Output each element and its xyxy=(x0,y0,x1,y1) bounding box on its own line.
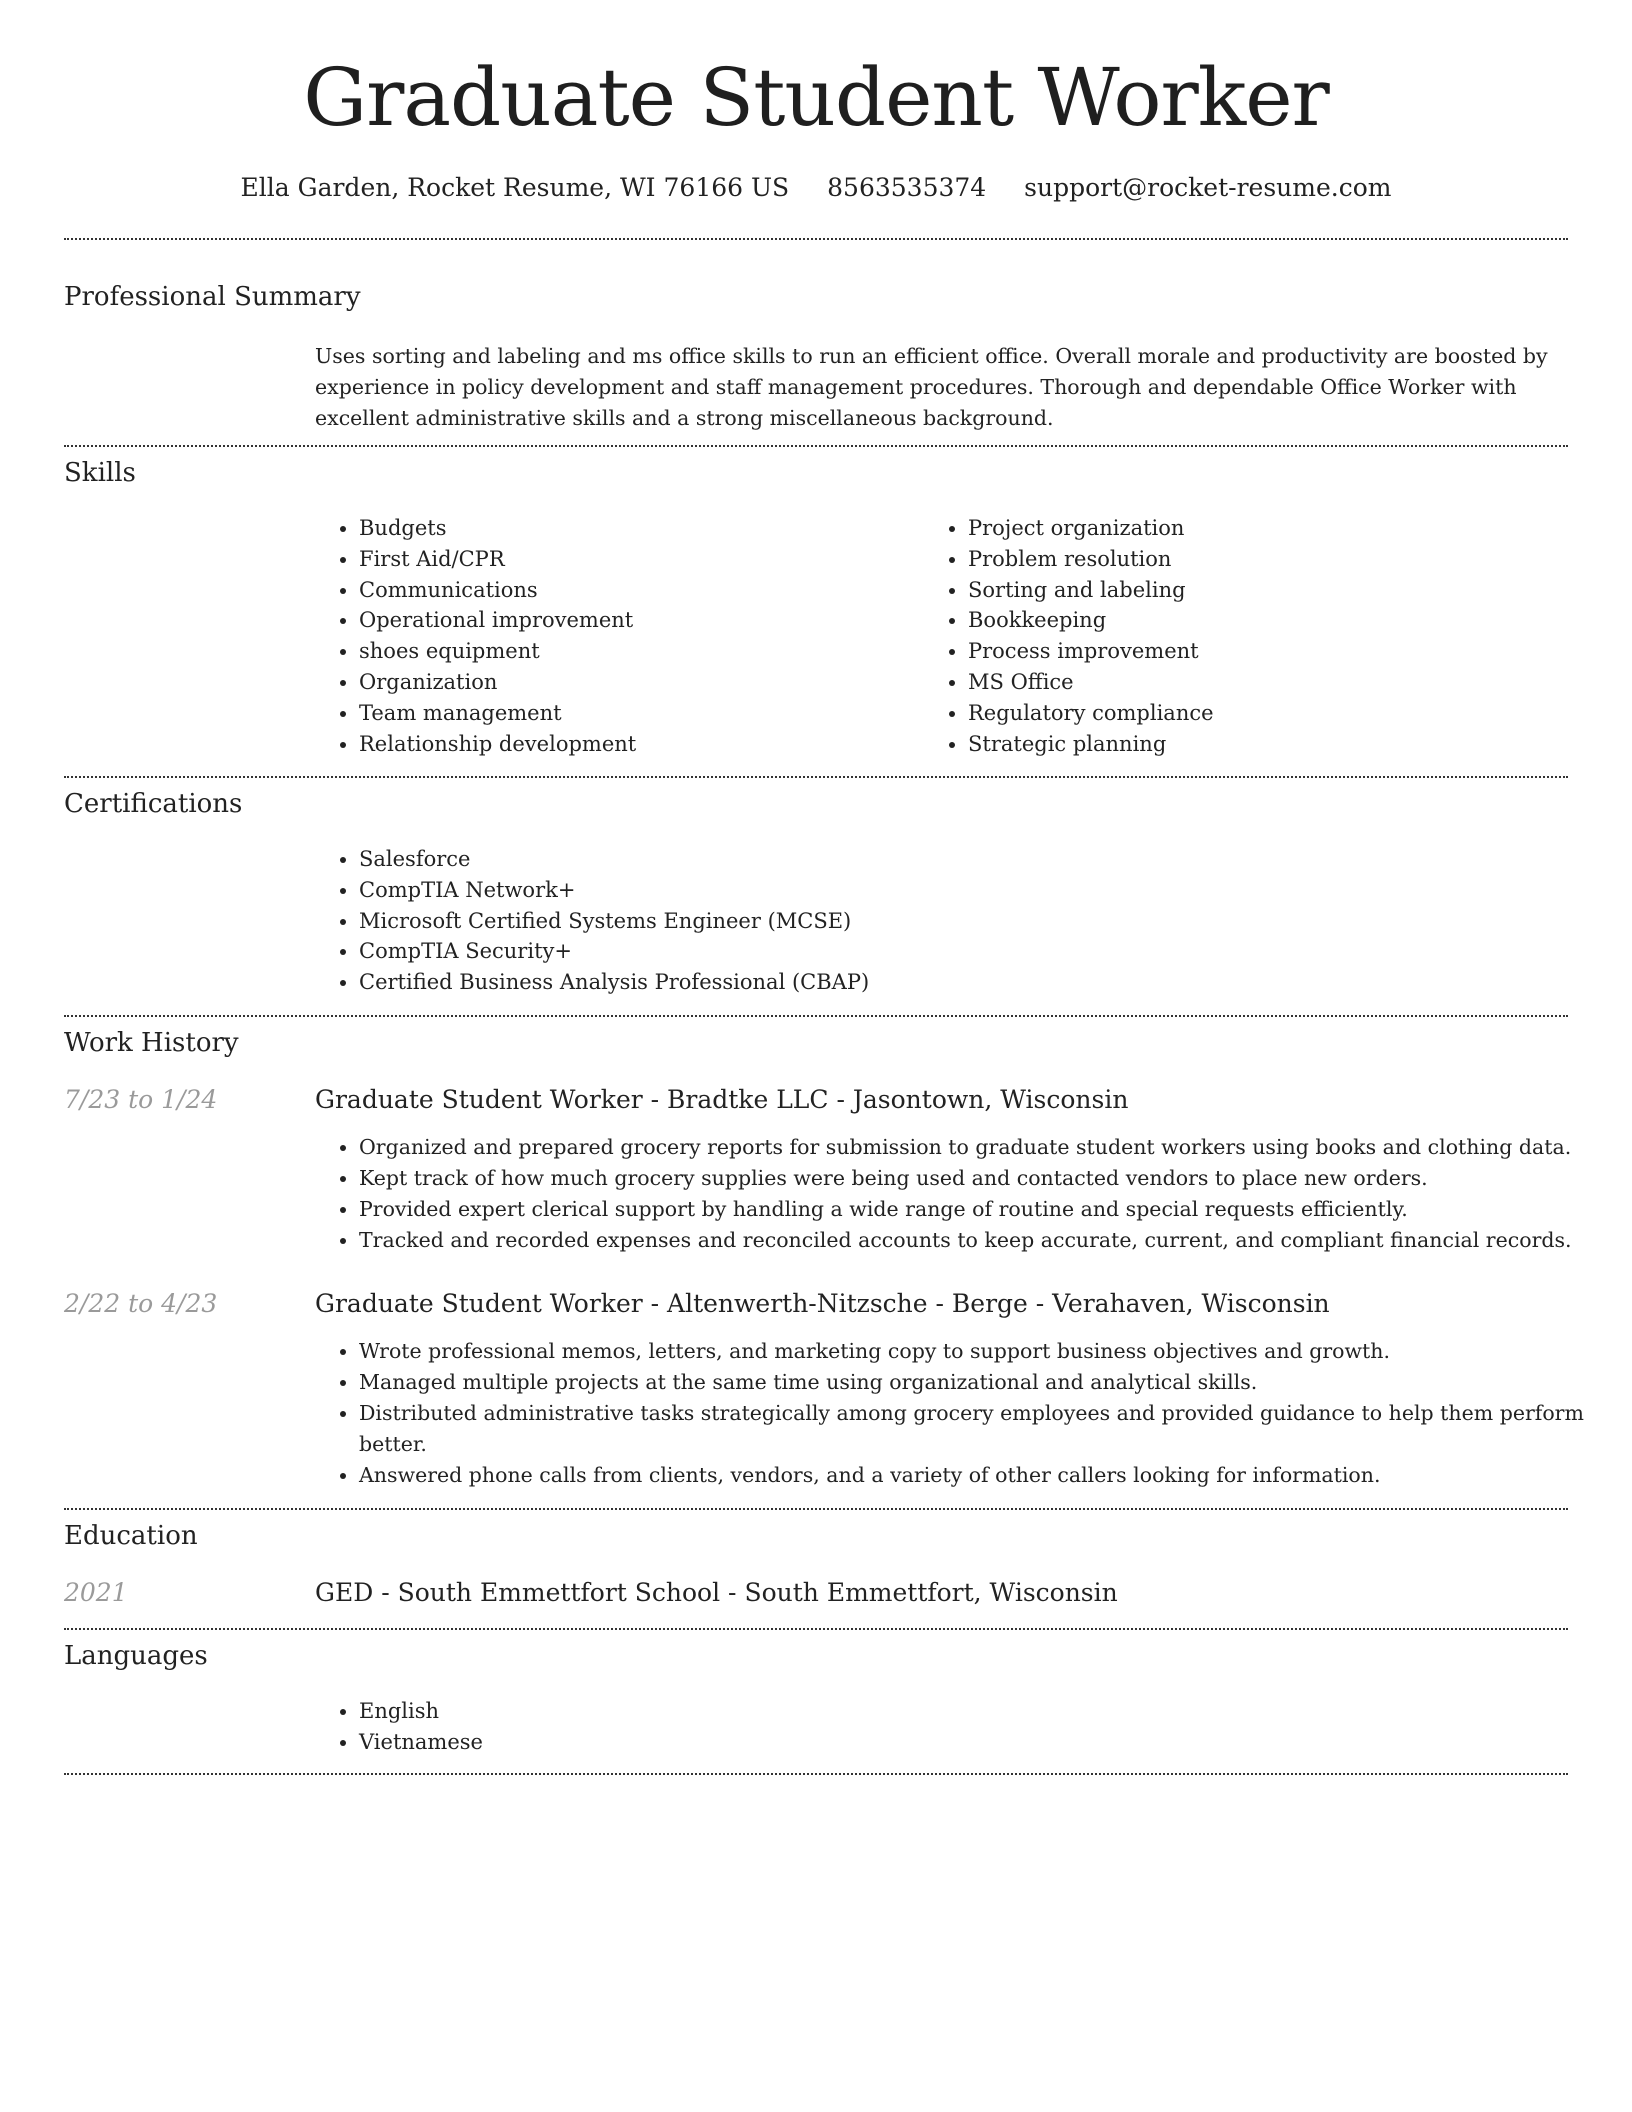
list-item: • Team management xyxy=(359,698,919,729)
list-item: • Salesforce xyxy=(359,844,1559,875)
list-item: • Bookkeeping xyxy=(968,605,1568,636)
list-item: • Regulatory compliance xyxy=(968,698,1568,729)
list-item: • Provided expert clerical support by handling a wide range of routine and special requests efficiently. xyxy=(359,1194,1609,1225)
skills-heading: Skills xyxy=(64,458,136,488)
contact-email: support@rocket-resume.com xyxy=(1024,173,1392,202)
job-title: Graduate Student Worker - Bradtke LLC - Jasontown, Wisconsin xyxy=(315,1085,1129,1114)
list-item: • Process improvement xyxy=(968,636,1568,667)
list-item: • Strategic planning xyxy=(968,729,1568,760)
list-item: • Relationship development xyxy=(359,729,919,760)
languages-list xyxy=(315,1696,959,1758)
list-item: • Organization xyxy=(359,667,919,698)
list-item: • Distributed administrative tasks strategically among grocery employees and provided guidance to help them perform better. xyxy=(359,1398,1609,1460)
list-item: • MS Office xyxy=(968,667,1568,698)
certifications-list xyxy=(315,844,1559,998)
summary-heading: Professional Summary xyxy=(64,282,361,312)
contact-line xyxy=(0,171,1632,205)
work-history-heading: Work History xyxy=(64,1028,239,1058)
list-item: • Managed multiple projects at the same time using organizational and analytical skills. xyxy=(359,1367,1609,1398)
languages-heading: Languages xyxy=(64,1641,208,1671)
list-item: • First Aid/CPR xyxy=(359,544,919,575)
education-year: 2021 xyxy=(64,1578,128,1607)
divider xyxy=(64,1773,1568,1775)
list-item: • Kept track of how much grocery supplies were being used and contacted vendors to place new orders. xyxy=(359,1163,1609,1194)
summary-text: Uses sorting and labeling and ms office skills to run an efficient office. Overall morale and productivity are boosted by experience in policy development and staff management procedures. Thorough and dependable Office Worker with excellent administrative skills and a strong miscellaneous background. xyxy=(315,344,1548,430)
education-heading: Education xyxy=(64,1521,198,1551)
list-item: • English xyxy=(359,1696,959,1727)
list-item: • Vietnamese xyxy=(359,1727,959,1758)
education-entry: GED - South Emmettfort School - South Emmettfort, Wisconsin xyxy=(315,1578,1118,1607)
list-item: • Answered phone calls from clients, vendors, and a variety of other callers looking for information. xyxy=(359,1460,1609,1491)
contact-phone: 8563535374 xyxy=(827,173,987,202)
job-duties xyxy=(315,1336,1609,1491)
skills-list-left xyxy=(315,513,919,759)
list-item: • Microsoft Certified Systems Engineer (MCSE) xyxy=(359,906,1559,937)
list-item: • CompTIA Security+ xyxy=(359,936,1559,967)
list-item: • Tracked and recorded expenses and reconciled accounts to keep accurate, current, and compliant financial records. xyxy=(359,1225,1609,1256)
list-item: • Organized and prepared grocery reports for submission to graduate student workers using books and clothing data. xyxy=(359,1132,1609,1163)
skills-list-right xyxy=(924,513,1568,759)
job-dates: 2/22 to 4/23 xyxy=(64,1289,218,1318)
list-item: • Project organization xyxy=(968,513,1568,544)
list-item: • CompTIA Network+ xyxy=(359,875,1559,906)
job-title: Graduate Student Worker - Altenwerth-Nitzsche - Berge - Verahaven, Wisconsin xyxy=(315,1289,1330,1318)
divider xyxy=(64,1015,1568,1017)
list-item: • Operational improvement xyxy=(359,605,919,636)
list-item: • Communications xyxy=(359,575,919,606)
divider xyxy=(64,1508,1568,1510)
job-duties xyxy=(315,1132,1609,1256)
job-dates: 7/23 to 1/24 xyxy=(64,1085,218,1114)
divider xyxy=(64,776,1568,778)
list-item: • Wrote professional memos, letters, and marketing copy to support business objectives and growth. xyxy=(359,1336,1609,1367)
list-item: • Certified Business Analysis Professional (CBAP) xyxy=(359,967,1559,998)
resume-title: Graduate Student Worker xyxy=(303,51,1329,144)
list-item: • Problem resolution xyxy=(968,544,1568,575)
certifications-heading: Certifications xyxy=(64,789,243,819)
divider xyxy=(64,1628,1568,1630)
list-item: • shoes equipment xyxy=(359,636,919,667)
list-item: • Sorting and labeling xyxy=(968,575,1568,606)
list-item: • Budgets xyxy=(359,513,919,544)
contact-address: Ella Garden, Rocket Resume, WI 76166 US xyxy=(240,173,790,202)
divider xyxy=(64,445,1568,447)
divider xyxy=(64,238,1568,240)
